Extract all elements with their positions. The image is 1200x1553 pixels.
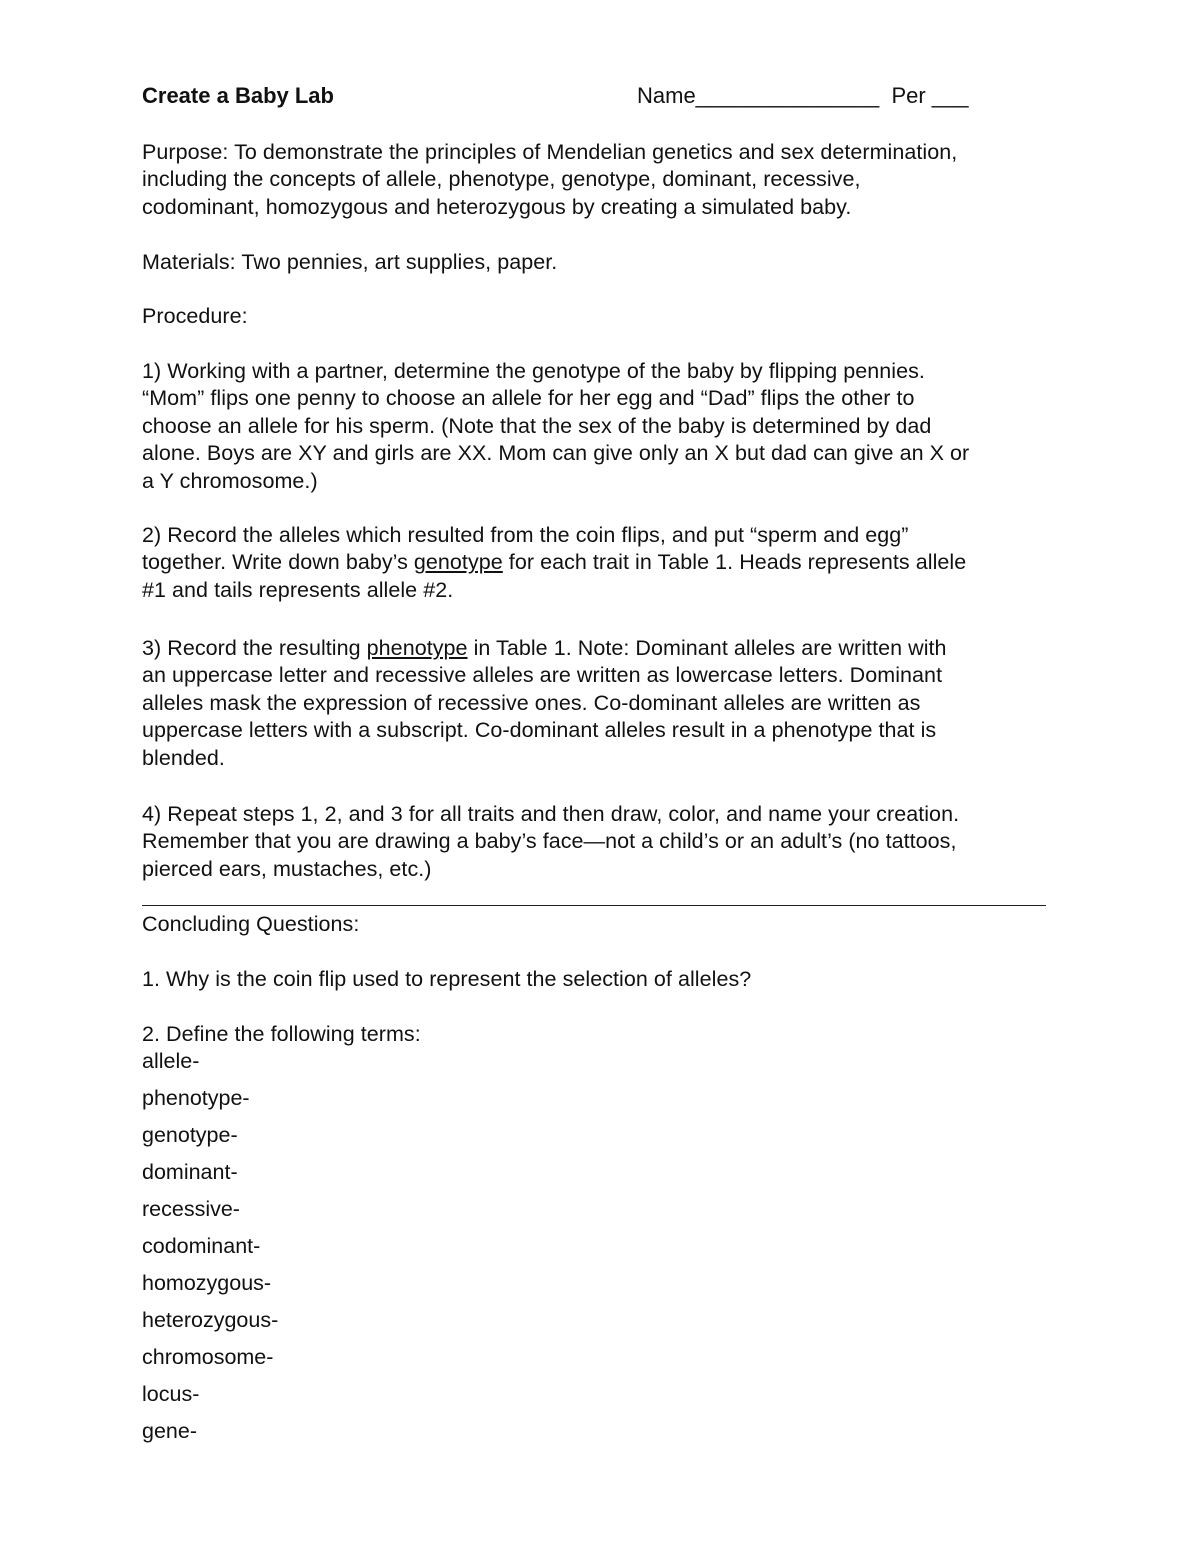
term-gene: gene-: [142, 1419, 197, 1444]
step4-line-2: Remember that you are drawing a baby’s face—not a child’s or an adult’s (no tattoos,: [142, 829, 957, 854]
step3-line-3: alleles mask the expression of recessive ones. Co-dominant alleles are written as: [142, 690, 921, 715]
step2-line-1: 2) Record the alleles which resulted from the coin flips, and put “sperm and egg”: [142, 523, 909, 547]
name-label: Name_______________: [637, 83, 880, 108]
step3-line-2: an uppercase letter and recessive alleles are written as lowercase letters. Dominant: [142, 663, 943, 688]
step3-line-5: blended.: [142, 745, 225, 770]
term-heterozygous: heterozygous-: [142, 1308, 279, 1333]
purpose-line-1: Purpose: To demonstrate the principles of Mendelian genetics and sex determination,: [142, 140, 958, 164]
step1-line-2: “Mom” flips one penny to choose an allele for her egg and “Dad” flips the other to: [142, 386, 915, 411]
step3-line-1: 3) Record the resulting phenotype in Table 1. Note: Dominant alleles are written with: [142, 636, 947, 660]
concluding-heading: Concluding Questions:: [142, 912, 360, 936]
step3-line-4: uppercase letters with a subscript. Co-dominant alleles result in a phenotype that is: [142, 718, 937, 743]
term-chromosome: chromosome-: [142, 1345, 274, 1370]
step1-line-3: choose an allele for his sperm. (Note that the sex of the baby is determined by dad: [142, 413, 932, 438]
term-locus: locus-: [142, 1382, 200, 1407]
term-recessive: recessive-: [142, 1197, 240, 1222]
step2-line-2: together. Write down baby’s genotype for each trait in Table 1. Heads represents allele: [142, 550, 967, 575]
step2-line-3: #1 and tails represents allele #2.: [142, 577, 454, 602]
phenotype-underlined: phenotype: [366, 636, 468, 660]
genotype-underlined: genotype: [413, 550, 503, 575]
step1-line-1: 1) Working with a partner, determine the genotype of the baby by flipping pennies.: [142, 359, 925, 383]
step1-line-5: a Y chromosome.): [142, 468, 318, 493]
name-period-field: [637, 83, 969, 109]
purpose-line-3: codominant, homozygous and heterozygous by creating a simulated baby.: [142, 194, 852, 219]
terms-list: [142, 1048, 278, 1456]
step4-line-1: 4) Repeat steps 1, 2, and 3 for all traits and then draw, color, and name your creation.: [142, 802, 960, 826]
term-phenotype: phenotype-: [142, 1086, 250, 1111]
term-allele: allele-: [142, 1049, 200, 1073]
section-divider: [142, 905, 1046, 906]
step1-line-4: alone. Boys are XY and girls are XX. Mom can give only an X but dad can give an X or: [142, 441, 970, 466]
purpose-line-2: including the concepts of allele, phenotype, genotype, dominant, recessive,: [142, 167, 861, 192]
procedure-heading: Procedure:: [142, 304, 248, 328]
question-1: 1. Why is the coin flip used to represent the selection of alleles?: [142, 967, 752, 991]
term-homozygous: homozygous-: [142, 1271, 272, 1296]
term-codominant: codominant-: [142, 1234, 261, 1259]
step4-line-3: pierced ears, mustaches, etc.): [142, 856, 432, 881]
term-genotype: genotype-: [142, 1123, 238, 1148]
materials-text: Materials: Two pennies, art supplies, paper.: [142, 250, 558, 274]
question-2: 2. Define the following terms:: [142, 1022, 421, 1046]
term-dominant: dominant-: [142, 1160, 238, 1185]
period-label: Per ___: [891, 83, 969, 108]
page-title: Create a Baby Lab: [142, 83, 334, 108]
